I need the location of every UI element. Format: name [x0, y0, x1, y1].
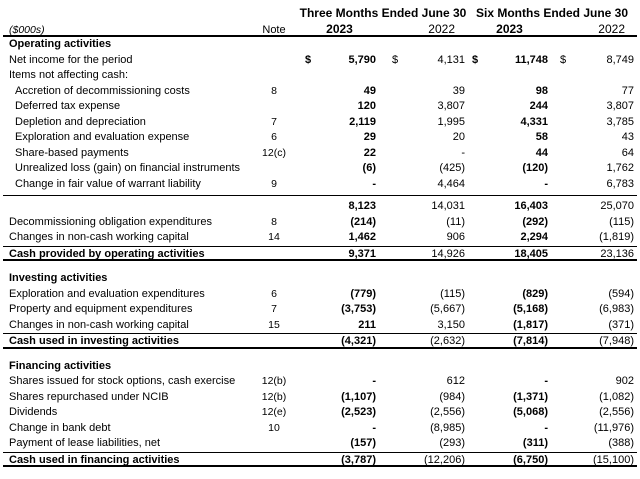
row-label: Property and equipment expenditures [9, 303, 193, 315]
value-cell: 29 [363, 131, 376, 143]
table-row [3, 436, 637, 452]
value-cell: 4,131 [437, 53, 465, 66]
table-row [3, 68, 637, 84]
row-note: 9 [271, 177, 277, 190]
value-cell: 1,995 [437, 115, 465, 128]
row-note: 10 [268, 421, 280, 434]
value-cell: (5,168) [513, 303, 548, 315]
value-cell: 3,807 [437, 100, 465, 112]
year-header-6m-2022: 2022 [598, 21, 625, 36]
table-row [3, 84, 637, 100]
table-row [3, 452, 637, 468]
table-row [3, 333, 637, 349]
row-label: Deferred tax expense [15, 100, 121, 112]
value-cell: 906 [446, 231, 465, 243]
row-label: Unrealized loss (gain) on financial instruments [15, 162, 240, 174]
value-cell: (115) [609, 215, 634, 228]
year-header-3m-2023: 2023 [326, 21, 353, 36]
row-label: Exploration and evaluation expense [15, 131, 190, 143]
value-cell: 11,748 [514, 53, 548, 66]
value-cell: (4,321) [341, 335, 376, 347]
value-cell: 39 [452, 84, 465, 97]
row-note: 12(b) [261, 375, 287, 387]
row-label: Dividends [9, 406, 58, 418]
value-cell: 3,785 [606, 115, 634, 128]
row-note: 14 [268, 231, 280, 243]
value-cell: 3,807 [606, 100, 634, 112]
value-cell: 9,371 [348, 247, 376, 260]
table-row [3, 287, 637, 303]
value-cell: (6,750) [513, 453, 548, 466]
value-cell: (157) [350, 437, 376, 449]
table-row [3, 230, 637, 246]
value-cell: 1,462 [348, 231, 376, 243]
row-label: Operating activities [9, 38, 112, 50]
cash-flow-table [3, 6, 637, 467]
group-header-three-months: Three Months Ended June 30 [299, 6, 467, 20]
value-cell: (7,948) [599, 335, 634, 347]
table-row [3, 302, 637, 318]
value-cell: - [372, 177, 376, 190]
value-cell: (8,985) [430, 421, 465, 434]
table-body [3, 37, 637, 467]
value-cell: 1,762 [606, 162, 634, 174]
row-note: 6 [271, 131, 277, 143]
value-cell: (11,976) [593, 421, 634, 434]
value-cell: (5,667) [430, 303, 465, 315]
value-cell: 23,136 [600, 247, 634, 260]
table-row [3, 374, 637, 390]
row-note: 6 [271, 287, 277, 300]
value-cell: 49 [363, 84, 376, 97]
value-cell: (11) [446, 215, 465, 228]
value-cell: (1,817) [513, 318, 548, 331]
row-label: Cash used in financing activities [9, 453, 180, 466]
row-note: 15 [268, 318, 280, 331]
table-row [3, 405, 637, 421]
value-cell: 14,031 [431, 200, 465, 212]
value-cell: 6,783 [606, 177, 634, 190]
note-column-header: Note [262, 23, 286, 36]
row-label: Investing activities [9, 272, 108, 284]
value-cell: (12,206) [424, 453, 465, 466]
value-cell: 58 [535, 131, 548, 143]
value-cell: - [544, 421, 548, 434]
row-label: Cash used in investing activities [9, 335, 179, 347]
table-row [3, 177, 637, 197]
row-label: Changes in non-cash working capital [9, 231, 189, 243]
table-row [3, 215, 637, 231]
value-cell: (6) [362, 162, 376, 174]
dollar-sign: $ [472, 53, 479, 66]
table-row [3, 161, 637, 177]
value-cell: (1,107) [341, 390, 376, 403]
value-cell: (214) [350, 215, 376, 228]
value-cell: 16,403 [514, 200, 548, 212]
dollar-sign: $ [305, 53, 312, 66]
row-label: Cash provided by operating activities [9, 247, 205, 260]
value-cell: - [544, 375, 548, 387]
column-year-header-row [3, 22, 637, 38]
value-cell: 18,405 [514, 247, 548, 260]
value-cell: (311) [522, 437, 548, 449]
value-cell: (2,556) [430, 406, 465, 418]
value-cell: 43 [621, 131, 634, 143]
value-cell: 8,123 [348, 200, 376, 212]
value-cell: (292) [522, 215, 548, 228]
value-cell: 4,331 [520, 115, 548, 128]
value-cell: (2,556) [599, 406, 634, 418]
value-cell: - [372, 375, 376, 387]
units-label: ($000s) [9, 23, 45, 36]
value-cell: (2,523) [341, 406, 376, 418]
value-cell: - [461, 146, 465, 159]
row-note: 12(e) [261, 406, 287, 418]
table-row [3, 421, 637, 437]
table-row [3, 115, 637, 131]
row-note: 12(b) [261, 390, 287, 403]
row-note: 7 [271, 303, 277, 315]
value-cell: 211 [358, 318, 376, 331]
dollar-sign: $ [560, 53, 567, 66]
value-cell: 14,926 [431, 247, 465, 260]
value-cell: 22 [363, 146, 376, 159]
value-cell: 5,790 [348, 53, 376, 66]
value-cell: (371) [608, 318, 634, 331]
value-cell: (1,371) [513, 390, 548, 403]
dollar-sign: $ [392, 53, 399, 66]
column-group-header-row [3, 6, 637, 22]
table-row [3, 37, 637, 53]
value-cell: (293) [439, 437, 465, 449]
table-row [3, 130, 637, 146]
value-cell: 612 [446, 375, 465, 387]
row-label: Decommissioning obligation expenditures [9, 215, 213, 228]
row-note: 12(c) [262, 146, 286, 159]
table-row [3, 271, 637, 287]
year-header-6m-2023: 2023 [496, 21, 523, 36]
value-cell: 902 [615, 375, 634, 387]
value-cell: (2,632) [430, 335, 465, 347]
table-row [3, 146, 637, 162]
row-label: Shares issued for stock options, cash exercise [9, 375, 236, 387]
value-cell: (829) [522, 287, 548, 300]
value-cell: (7,814) [513, 335, 548, 347]
value-cell: 25,070 [600, 200, 634, 212]
row-note: 7 [271, 115, 277, 128]
value-cell: 2,294 [520, 231, 548, 243]
value-cell: 2,119 [349, 115, 376, 128]
value-cell: (120) [522, 162, 548, 174]
value-cell: (1,819) [599, 231, 634, 243]
table-row [3, 318, 637, 334]
value-cell: (779) [350, 287, 376, 300]
row-label: Shares repurchased under NCIB [9, 390, 169, 403]
value-cell: (115) [440, 287, 465, 300]
value-cell: (3,753) [341, 303, 376, 315]
table-row [3, 196, 637, 215]
value-cell: 3,150 [437, 318, 465, 331]
row-label: Change in bank debt [9, 421, 111, 434]
value-cell: (15,100) [593, 453, 634, 466]
value-cell: 44 [535, 146, 548, 159]
value-cell: - [372, 421, 376, 434]
value-cell: 98 [535, 84, 548, 97]
row-label: Net income for the period [9, 53, 133, 66]
value-cell: (594) [608, 287, 634, 300]
value-cell: 120 [357, 100, 376, 112]
value-cell: (1,082) [599, 390, 634, 403]
value-cell: (425) [439, 162, 465, 174]
value-cell: 77 [621, 84, 634, 97]
row-label: Items not affecting cash: [9, 69, 129, 81]
value-cell: 8,749 [606, 53, 634, 66]
table-row [3, 246, 637, 262]
table-row [3, 53, 637, 69]
group-header-six-months: Six Months Ended June 30 [475, 6, 629, 20]
value-cell: (5,068) [513, 406, 548, 418]
value-cell: (984) [439, 390, 465, 403]
table-row [3, 390, 637, 406]
value-cell: 244 [529, 100, 548, 112]
row-label: Changes in non-cash working capital [9, 318, 189, 331]
value-cell: 64 [621, 146, 634, 159]
row-note: 8 [271, 215, 277, 228]
value-cell: 20 [452, 131, 465, 143]
row-label: Financing activities [9, 359, 112, 372]
value-cell: (6,983) [599, 303, 634, 315]
value-cell: (388) [608, 437, 634, 449]
value-cell: - [544, 177, 548, 190]
year-header-3m-2022: 2022 [428, 21, 455, 36]
row-label: Change in fair value of warrant liability [15, 177, 201, 190]
row-note: 8 [271, 84, 277, 97]
row-label: Depletion and depreciation [15, 115, 146, 128]
value-cell: (3,787) [341, 453, 376, 466]
value-cell: 4,464 [437, 177, 465, 190]
row-label: Exploration and evaluation expenditures [9, 287, 205, 300]
row-label: Share-based payments [15, 146, 129, 159]
table-row [3, 99, 637, 115]
row-label: Payment of lease liabilities, net [9, 437, 161, 449]
row-label: Accretion of decommissioning costs [15, 84, 190, 97]
table-row [3, 359, 637, 375]
